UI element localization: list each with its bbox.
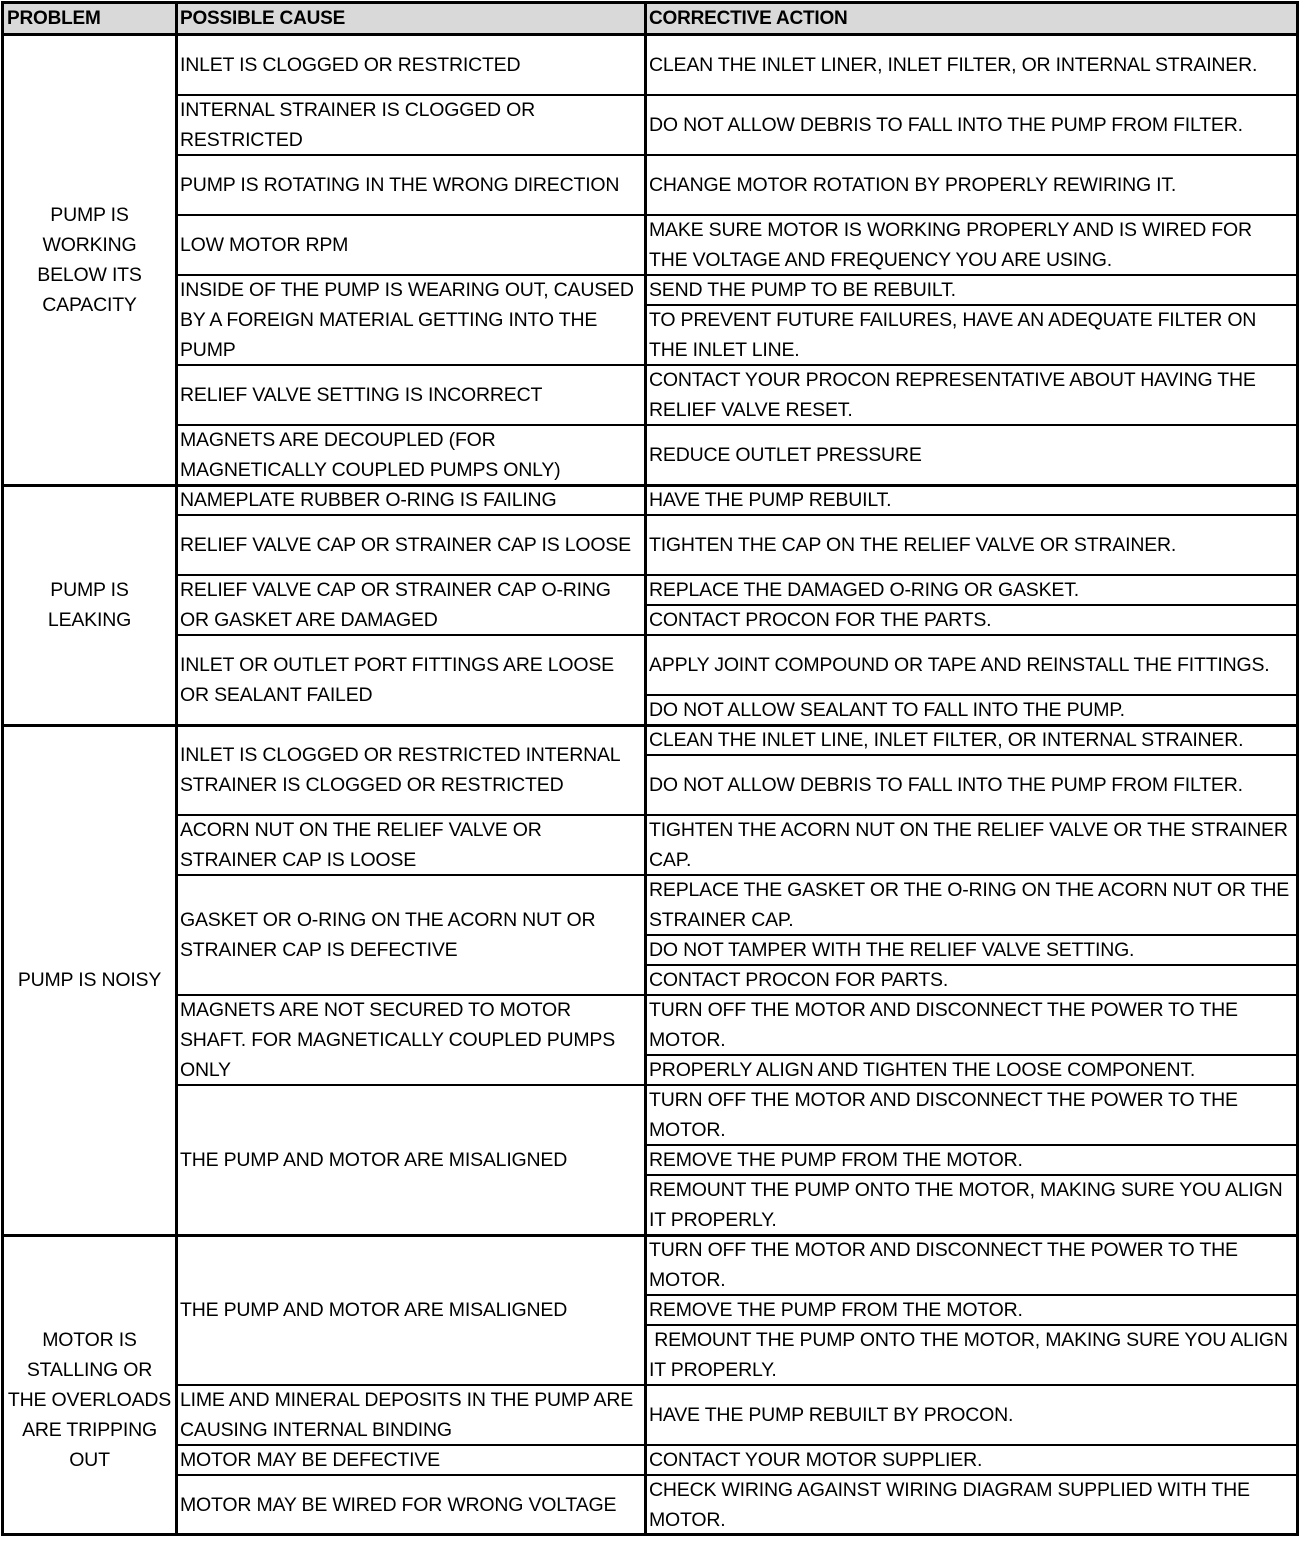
row-divider [176,574,1297,576]
action-cell: TO PREVENT FUTURE FAILURES, HAVE AN ADEQUATE FILTER ON THE INLET LINE. [649,309,1257,361]
action-divider [645,1294,1297,1296]
row-divider [176,1084,1297,1086]
table-border [1,1,4,1536]
cause-cell: INLET IS CLOGGED OR RESTRICTED INTERNAL STRAINER IS CLOGGED OR RESTRICTED [180,744,620,796]
cause-cell: MAGNETS ARE NOT SECURED TO MOTOR SHAFT. FOR MAGNETICALLY COUPLED PUMPS ONLY [180,999,616,1081]
action-cell: REPLACE THE GASKET OR THE O-RING ON THE ACORN NUT OR THE STRAINER CAP. [649,879,1290,931]
row-divider [176,874,1297,876]
row-divider [176,634,1297,636]
cause-cell: LOW MOTOR RPM [180,234,349,256]
action-cell: MAKE SURE MOTOR IS WORKING PROPERLY AND IS WIRED FOR THE VOLTAGE AND FREQUENCY YOU ARE USING. [649,219,1252,271]
action-divider [645,604,1297,606]
group-divider [1,1234,1299,1237]
cause-cell: PUMP IS ROTATING IN THE WRONG DIRECTION [180,174,620,196]
problem-cell: PUMP IS WORKING BELOW ITS CAPACITY [37,204,142,316]
action-cell: REMOVE THE PUMP FROM THE MOTOR. [649,1299,1023,1321]
action-divider [645,934,1297,936]
action-cell: PROPERLY ALIGN AND TIGHTEN THE LOOSE COMPONENT. [649,1059,1196,1081]
action-cell: CONTACT PROCON FOR PARTS. [649,969,949,991]
action-cell: DO NOT ALLOW SEALANT TO FALL INTO THE PUMP. [649,699,1125,721]
action-cell: HAVE THE PUMP REBUILT BY PROCON. [649,1404,1014,1426]
table-border [1,1533,1299,1536]
header-action: CORRECTIVE ACTION [645,3,1297,35]
action-divider [645,1054,1297,1056]
action-cell: DO NOT TAMPER WITH THE RELIEF VALVE SETTING. [649,939,1135,961]
action-divider [645,304,1297,306]
action-cell: APPLY JOINT COMPOUND OR TAPE AND REINSTALL THE FITTINGS. [649,654,1270,676]
cause-cell: NAMEPLATE RUBBER O-RING IS FAILING [180,489,557,511]
row-divider [176,814,1297,816]
row-divider [176,94,1297,96]
table-border [1,1,1299,4]
action-divider [645,964,1297,966]
row-divider [176,514,1297,516]
action-cell: CLEAN THE INLET LINE, INLET FILTER, OR INTERNAL STRAINER. [649,729,1244,751]
cause-cell: INLET IS CLOGGED OR RESTRICTED [180,54,521,76]
action-cell: TURN OFF THE MOTOR AND DISCONNECT THE POWER TO THE MOTOR. [649,1239,1238,1291]
cause-cell: RELIEF VALVE CAP OR STRAINER CAP O-RING OR GASKET ARE DAMAGED [180,579,611,631]
cause-cell: THE PUMP AND MOTOR ARE MISALIGNED [180,1299,568,1321]
cause-cell: MAGNETS ARE DECOUPLED (FOR MAGNETICALLY COUPLED PUMPS ONLY) [180,429,561,481]
header-rule [1,33,1299,36]
action-cell: REMOUNT THE PUMP ONTO THE MOTOR, MAKING SURE YOU ALIGN IT PROPERLY. [649,1329,1293,1381]
action-divider [645,754,1297,756]
problem-cell: PUMP IS NOISY [17,969,162,991]
problem-cell: MOTOR IS STALLING OR THE OVERLOADS ARE TRIPPING OUT [7,1329,172,1471]
action-cell: DO NOT ALLOW DEBRIS TO FALL INTO THE PUMP FROM FILTER. [649,114,1243,136]
action-cell: CONTACT YOUR PROCON REPRESENTATIVE ABOUT HAVING THE RELIEF VALVE RESET. [649,369,1256,421]
column-divider [175,1,178,1536]
action-cell: TURN OFF THE MOTOR AND DISCONNECT THE POWER TO THE MOTOR. [649,1089,1238,1141]
header-cause: POSSIBLE CAUSE [176,3,645,35]
group-divider [1,724,1299,727]
row-divider [176,1474,1297,1476]
cause-cell: THE PUMP AND MOTOR ARE MISALIGNED [180,1149,568,1171]
cause-cell: LIME AND MINERAL DEPOSITS IN THE PUMP ARE CAUSING INTERNAL BINDING [180,1389,634,1441]
action-cell: CHECK WIRING AGAINST WIRING DIAGRAM SUPPLIED WITH THE MOTOR. [649,1479,1250,1531]
row-divider [176,274,1297,276]
action-cell: TIGHTEN THE CAP ON THE RELIEF VALVE OR STRAINER. [649,534,1177,556]
cause-cell: MOTOR MAY BE WIRED FOR WRONG VOLTAGE [180,1494,617,1516]
action-cell: HAVE THE PUMP REBUILT. [649,489,892,511]
cause-cell: INLET OR OUTLET PORT FITTINGS ARE LOOSE OR SEALANT FAILED [180,654,614,706]
row-divider [176,364,1297,366]
cause-cell: MOTOR MAY BE DEFECTIVE [180,1449,440,1471]
group-divider [1,484,1299,487]
action-cell: REDUCE OUTLET PRESSURE [649,444,922,466]
cause-cell: ACORN NUT ON THE RELIEF VALVE OR STRAINER CAP IS LOOSE [180,819,542,871]
row-divider [176,1444,1297,1446]
action-cell: REMOVE THE PUMP FROM THE MOTOR. [649,1149,1023,1171]
action-cell: REPLACE THE DAMAGED O-RING OR GASKET. [649,579,1079,601]
row-divider [176,994,1297,996]
action-cell: CONTACT PROCON FOR THE PARTS. [649,609,992,631]
action-cell: REMOUNT THE PUMP ONTO THE MOTOR, MAKING SURE YOU ALIGN IT PROPERLY. [649,1179,1283,1231]
cause-cell: INSIDE OF THE PUMP IS WEARING OUT, CAUSED BY A FOREIGN MATERIAL GETTING INTO THE PUMP [180,279,634,361]
action-divider [645,1324,1297,1326]
header-problem: PROBLEM [3,3,176,35]
action-cell: CHANGE MOTOR ROTATION BY PROPERLY REWIRING IT. [649,174,1177,196]
row-divider [176,1384,1297,1386]
column-divider [644,1,647,1536]
cause-cell: RELIEF VALVE SETTING IS INCORRECT [180,384,543,406]
action-divider [645,1174,1297,1176]
row-divider [176,214,1297,216]
action-cell: DO NOT ALLOW DEBRIS TO FALL INTO THE PUMP FROM FILTER. [649,774,1243,796]
action-cell: TIGHTEN THE ACORN NUT ON THE RELIEF VALVE OR THE STRAINER CAP. [649,819,1288,871]
cause-cell: INTERNAL STRAINER IS CLOGGED OR RESTRICTED [180,99,535,151]
action-divider [645,1144,1297,1146]
action-cell: SEND THE PUMP TO BE REBUILT. [649,279,956,301]
problem-cell: PUMP IS LEAKING [47,579,132,631]
action-divider [645,694,1297,696]
cause-cell: RELIEF VALVE CAP OR STRAINER CAP IS LOOSE [180,534,631,556]
action-cell: CONTACT YOUR MOTOR SUPPLIER. [649,1449,983,1471]
action-cell: CLEAN THE INLET LINER, INLET FILTER, OR INTERNAL STRAINER. [649,54,1258,76]
action-cell: TURN OFF THE MOTOR AND DISCONNECT THE POWER TO THE MOTOR. [649,999,1238,1051]
row-divider [176,424,1297,426]
row-divider [176,154,1297,156]
cause-cell: GASKET OR O-RING ON THE ACORN NUT OR STRAINER CAP IS DEFECTIVE [180,909,596,961]
table-border [1296,1,1299,1536]
